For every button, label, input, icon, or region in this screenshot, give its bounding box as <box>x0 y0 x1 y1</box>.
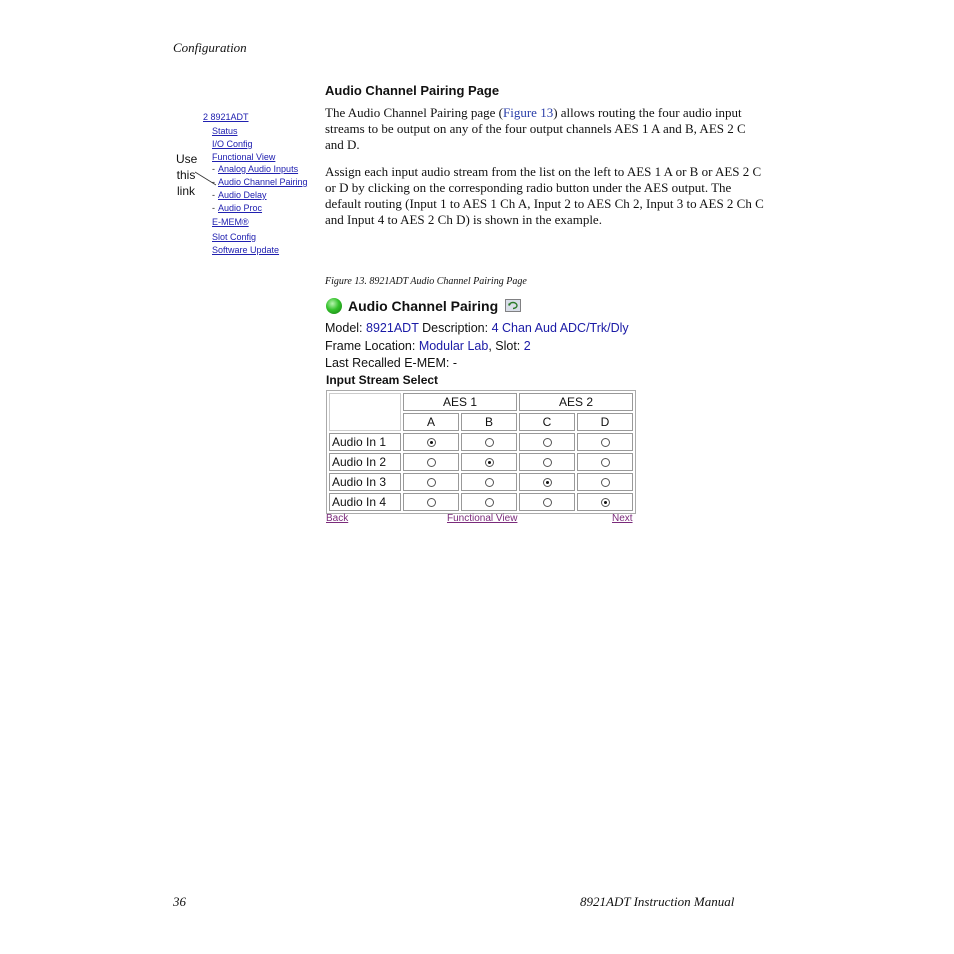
section-title: Audio Channel Pairing Page <box>325 83 500 98</box>
channel-header-d: D <box>577 413 633 431</box>
paragraph-intro <box>325 105 761 153</box>
row-label: Audio In 3 <box>329 473 401 491</box>
callout-line-1: Use <box>176 152 198 166</box>
sidebar-item-analog-audio-inputs[interactable]: Analog Audio Inputs <box>218 164 299 174</box>
table-header-row-groups <box>329 393 633 411</box>
radio-button[interactable] <box>427 438 436 447</box>
radio-cell <box>577 473 633 491</box>
description-label: Description: <box>422 321 489 335</box>
sidebar-item-io-config[interactable]: I/O Config <box>212 139 253 149</box>
refresh-icon[interactable] <box>505 299 521 312</box>
sidebar-dash: - <box>212 164 215 174</box>
sidebar-dash: - <box>212 177 215 187</box>
radio-cell <box>577 493 633 511</box>
radio-button[interactable] <box>601 498 610 507</box>
paragraph-intro-after: ) allows routing the four audio input streams to be output on any of the four output channels AES 1 A and B, AES 2 C and D. <box>325 105 746 152</box>
radio-button[interactable] <box>601 458 610 467</box>
slot-label: , Slot: <box>488 339 521 353</box>
radio-button[interactable] <box>427 478 436 487</box>
radio-cell <box>403 453 459 471</box>
radio-button[interactable] <box>543 438 552 447</box>
frame-value-link[interactable]: Modular Lab <box>418 339 489 353</box>
callout-label <box>176 151 196 199</box>
radio-cell <box>461 433 517 451</box>
sidebar-item-functional-view[interactable]: Functional View <box>212 152 276 162</box>
radio-cell <box>519 433 575 451</box>
paragraph-intro-before: The Audio Channel Pairing page ( <box>325 105 503 120</box>
radio-cell <box>519 473 575 491</box>
radio-cell <box>461 493 517 511</box>
paragraph-assign: Assign each input audio stream from the list on the left to AES 1 A or B or AES 2 C or D by clicking on the corresponding radio button under the AES output. The default routing (Input 1 to AES 1 Ch A, Input 2 to AES Ch 2, Input 3 to AES 2 Ch C and Input 4 to AES 2 Ch D) is shown in the example. <box>325 164 764 227</box>
next-link[interactable]: Next <box>612 513 633 524</box>
webpage-title: Audio Channel Pairing <box>348 298 499 314</box>
callout-arrow-line <box>194 170 218 188</box>
table-row <box>329 453 633 471</box>
radio-cell <box>403 473 459 491</box>
radio-button[interactable] <box>543 458 552 467</box>
channel-header-a: A <box>403 413 459 431</box>
radio-button[interactable] <box>601 478 610 487</box>
radio-button[interactable] <box>427 498 436 507</box>
sidebar-item-slot-config[interactable]: Slot Config <box>212 232 257 242</box>
radio-cell <box>461 473 517 491</box>
description-value: 4 Chan Aud ADC/Trk/Dly <box>491 321 629 335</box>
sidebar-item-e-mem[interactable]: E-MEM® <box>212 217 249 227</box>
functional-view-link[interactable]: Functional View <box>447 513 518 524</box>
channel-header-c: C <box>519 413 575 431</box>
group-header-aes1: AES 1 <box>403 393 517 411</box>
radio-cell <box>577 433 633 451</box>
sidebar-item-audio-proc[interactable]: Audio Proc <box>218 203 263 213</box>
callout-line-2: this <box>176 168 196 182</box>
frame-label: Frame Location: <box>325 339 416 353</box>
figure-caption: Figure 13. 8921ADT Audio Channel Pairing Page <box>325 276 527 287</box>
figure-reference-link[interactable]: Figure 13 <box>503 105 554 120</box>
radio-button[interactable] <box>543 478 552 487</box>
channel-header-b: B <box>461 413 517 431</box>
radio-cell <box>519 493 575 511</box>
radio-button[interactable] <box>485 498 494 507</box>
sidebar-root-link[interactable]: 2 8921ADT <box>203 112 249 122</box>
running-header: Configuration <box>173 40 247 55</box>
table-corner <box>329 393 401 431</box>
sidebar-item-status[interactable]: Status <box>212 126 238 136</box>
sidebar-item-audio-channel-pairing[interactable]: Audio Channel Pairing <box>218 177 308 187</box>
status-indicator-icon <box>326 298 342 314</box>
frame-location-line <box>325 339 531 353</box>
table-row <box>329 433 633 451</box>
manual-title: 8921ADT Instruction Manual <box>580 894 735 909</box>
group-header-aes2: AES 2 <box>519 393 633 411</box>
model-value: 8921ADT <box>366 321 419 335</box>
radio-cell <box>577 453 633 471</box>
sidebar-item-software-update[interactable]: Software Update <box>212 245 280 255</box>
last-recalled-line: Last Recalled E-MEM: - <box>325 356 457 370</box>
routing-body <box>329 433 633 511</box>
table-row <box>329 493 633 511</box>
radio-cell <box>403 493 459 511</box>
radio-cell <box>461 453 517 471</box>
row-label: Audio In 1 <box>329 433 401 451</box>
input-stream-select-heading: Input Stream Select <box>326 373 439 387</box>
radio-button[interactable] <box>485 458 494 467</box>
radio-button[interactable] <box>485 478 494 487</box>
sidebar-dash: - <box>212 203 215 213</box>
sidebar-item-audio-delay[interactable]: Audio Delay <box>218 190 267 200</box>
radio-cell <box>403 433 459 451</box>
sidebar-dash: - <box>212 190 215 200</box>
radio-button[interactable] <box>601 438 610 447</box>
callout-line-3: link <box>176 184 195 198</box>
radio-button[interactable] <box>543 498 552 507</box>
row-label: Audio In 2 <box>329 453 401 471</box>
table-row <box>329 473 633 491</box>
routing-table <box>326 390 636 514</box>
radio-button[interactable] <box>485 438 494 447</box>
back-link[interactable]: Back <box>326 513 349 524</box>
radio-button[interactable] <box>427 458 436 467</box>
row-label: Audio In 4 <box>329 493 401 511</box>
radio-cell <box>519 453 575 471</box>
page-number: 36 <box>173 894 186 909</box>
slot-value-link[interactable]: 2 <box>523 339 531 353</box>
model-line <box>325 321 629 335</box>
model-label: Model: <box>325 321 363 335</box>
